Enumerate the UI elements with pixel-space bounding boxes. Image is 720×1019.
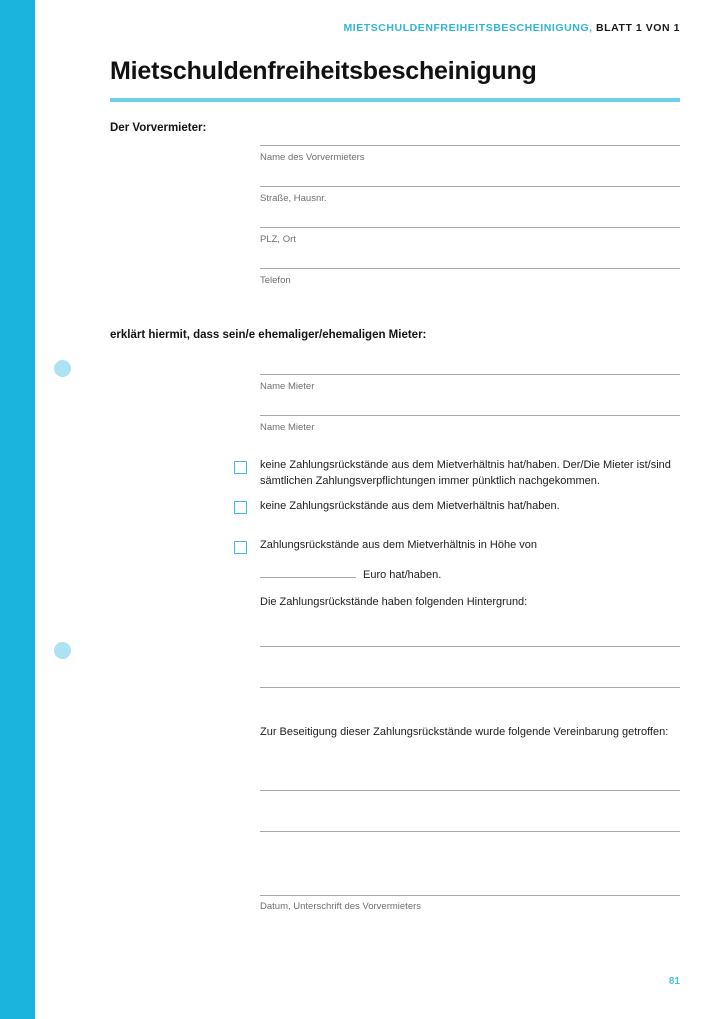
sidebar-accent-bar (0, 0, 35, 1019)
background-write-line-1[interactable] (260, 646, 680, 647)
field-rule-landlord-phone[interactable] (260, 268, 680, 269)
field-rule-landlord-name[interactable] (260, 145, 680, 146)
field-rule-tenant-name-1[interactable] (260, 374, 680, 375)
field-rule-landlord-city[interactable] (260, 227, 680, 228)
checkbox-no-arrears[interactable] (234, 501, 247, 514)
sidebar-dot-marker (54, 642, 71, 659)
checkbox-has-arrears[interactable] (234, 541, 247, 554)
signature-caption: Datum, Unterschrift des Vorvermieters (260, 901, 422, 912)
arrears-amount-row (260, 566, 441, 581)
title-underline-rule (110, 98, 680, 102)
checkbox-no-arrears-punctual[interactable] (234, 461, 247, 474)
header-document-name: MIETSCHULDENFREIHEITSBESCHEINIGUNG, (343, 22, 593, 34)
field-caption-landlord-city: PLZ, Ort (260, 234, 296, 245)
header-sheet-count: BLATT 1 VON 1 (596, 22, 680, 34)
field-caption-landlord-phone: Telefon (260, 275, 291, 286)
background-prompt: Die Zahlungsrückstände haben folgenden Hintergrund: (260, 596, 528, 608)
background-write-line-2[interactable] (260, 687, 680, 688)
field-caption-landlord-street: Straße, Hausnr. (260, 193, 327, 204)
page-title: Mietschuldenfreiheitsbescheinigung (110, 57, 537, 85)
sidebar-dot-marker (54, 360, 71, 377)
checkbox-label-no-arrears-punctual: keine Zahlungsrückstände aus dem Mietverhältnis hat/haben. Der/Die Mieter ist/sind sämtlichen Zahlungsverpflichtungen immer pünktlich nachgekommen. (260, 459, 671, 487)
landlord-section-heading: Der Vorvermieter: (110, 122, 207, 134)
arrears-amount-input[interactable] (260, 566, 356, 578)
field-rule-tenant-name-2[interactable] (260, 415, 680, 416)
agreement-prompt: Zur Beseitigung dieser Zahlungsrückstände wurde folgende Vereinbarung getroffen: (260, 726, 669, 738)
signature-rule[interactable] (260, 895, 680, 896)
agreement-write-line-2[interactable] (260, 831, 680, 832)
agreement-write-line-1[interactable] (260, 790, 680, 791)
field-caption-tenant-name-2: Name Mieter (260, 422, 315, 433)
document-header-meta (343, 22, 680, 34)
arrears-amount-suffix: Euro hat/haben. (363, 569, 442, 581)
field-caption-tenant-name-1: Name Mieter (260, 381, 315, 392)
checkbox-label-no-arrears: keine Zahlungsrückstände aus dem Mietverhältnis hat/haben. (260, 500, 560, 512)
tenant-section-heading: erklärt hiermit, dass sein/e ehemaliger/ehemaligen Mieter: (110, 329, 427, 341)
checkbox-label-has-arrears: Zahlungsrückstände aus dem Mietverhältnis in Höhe von (260, 539, 537, 551)
field-rule-landlord-street[interactable] (260, 186, 680, 187)
field-caption-landlord-name: Name des Vorvermieters (260, 152, 365, 163)
page-number: 81 (668, 976, 680, 987)
